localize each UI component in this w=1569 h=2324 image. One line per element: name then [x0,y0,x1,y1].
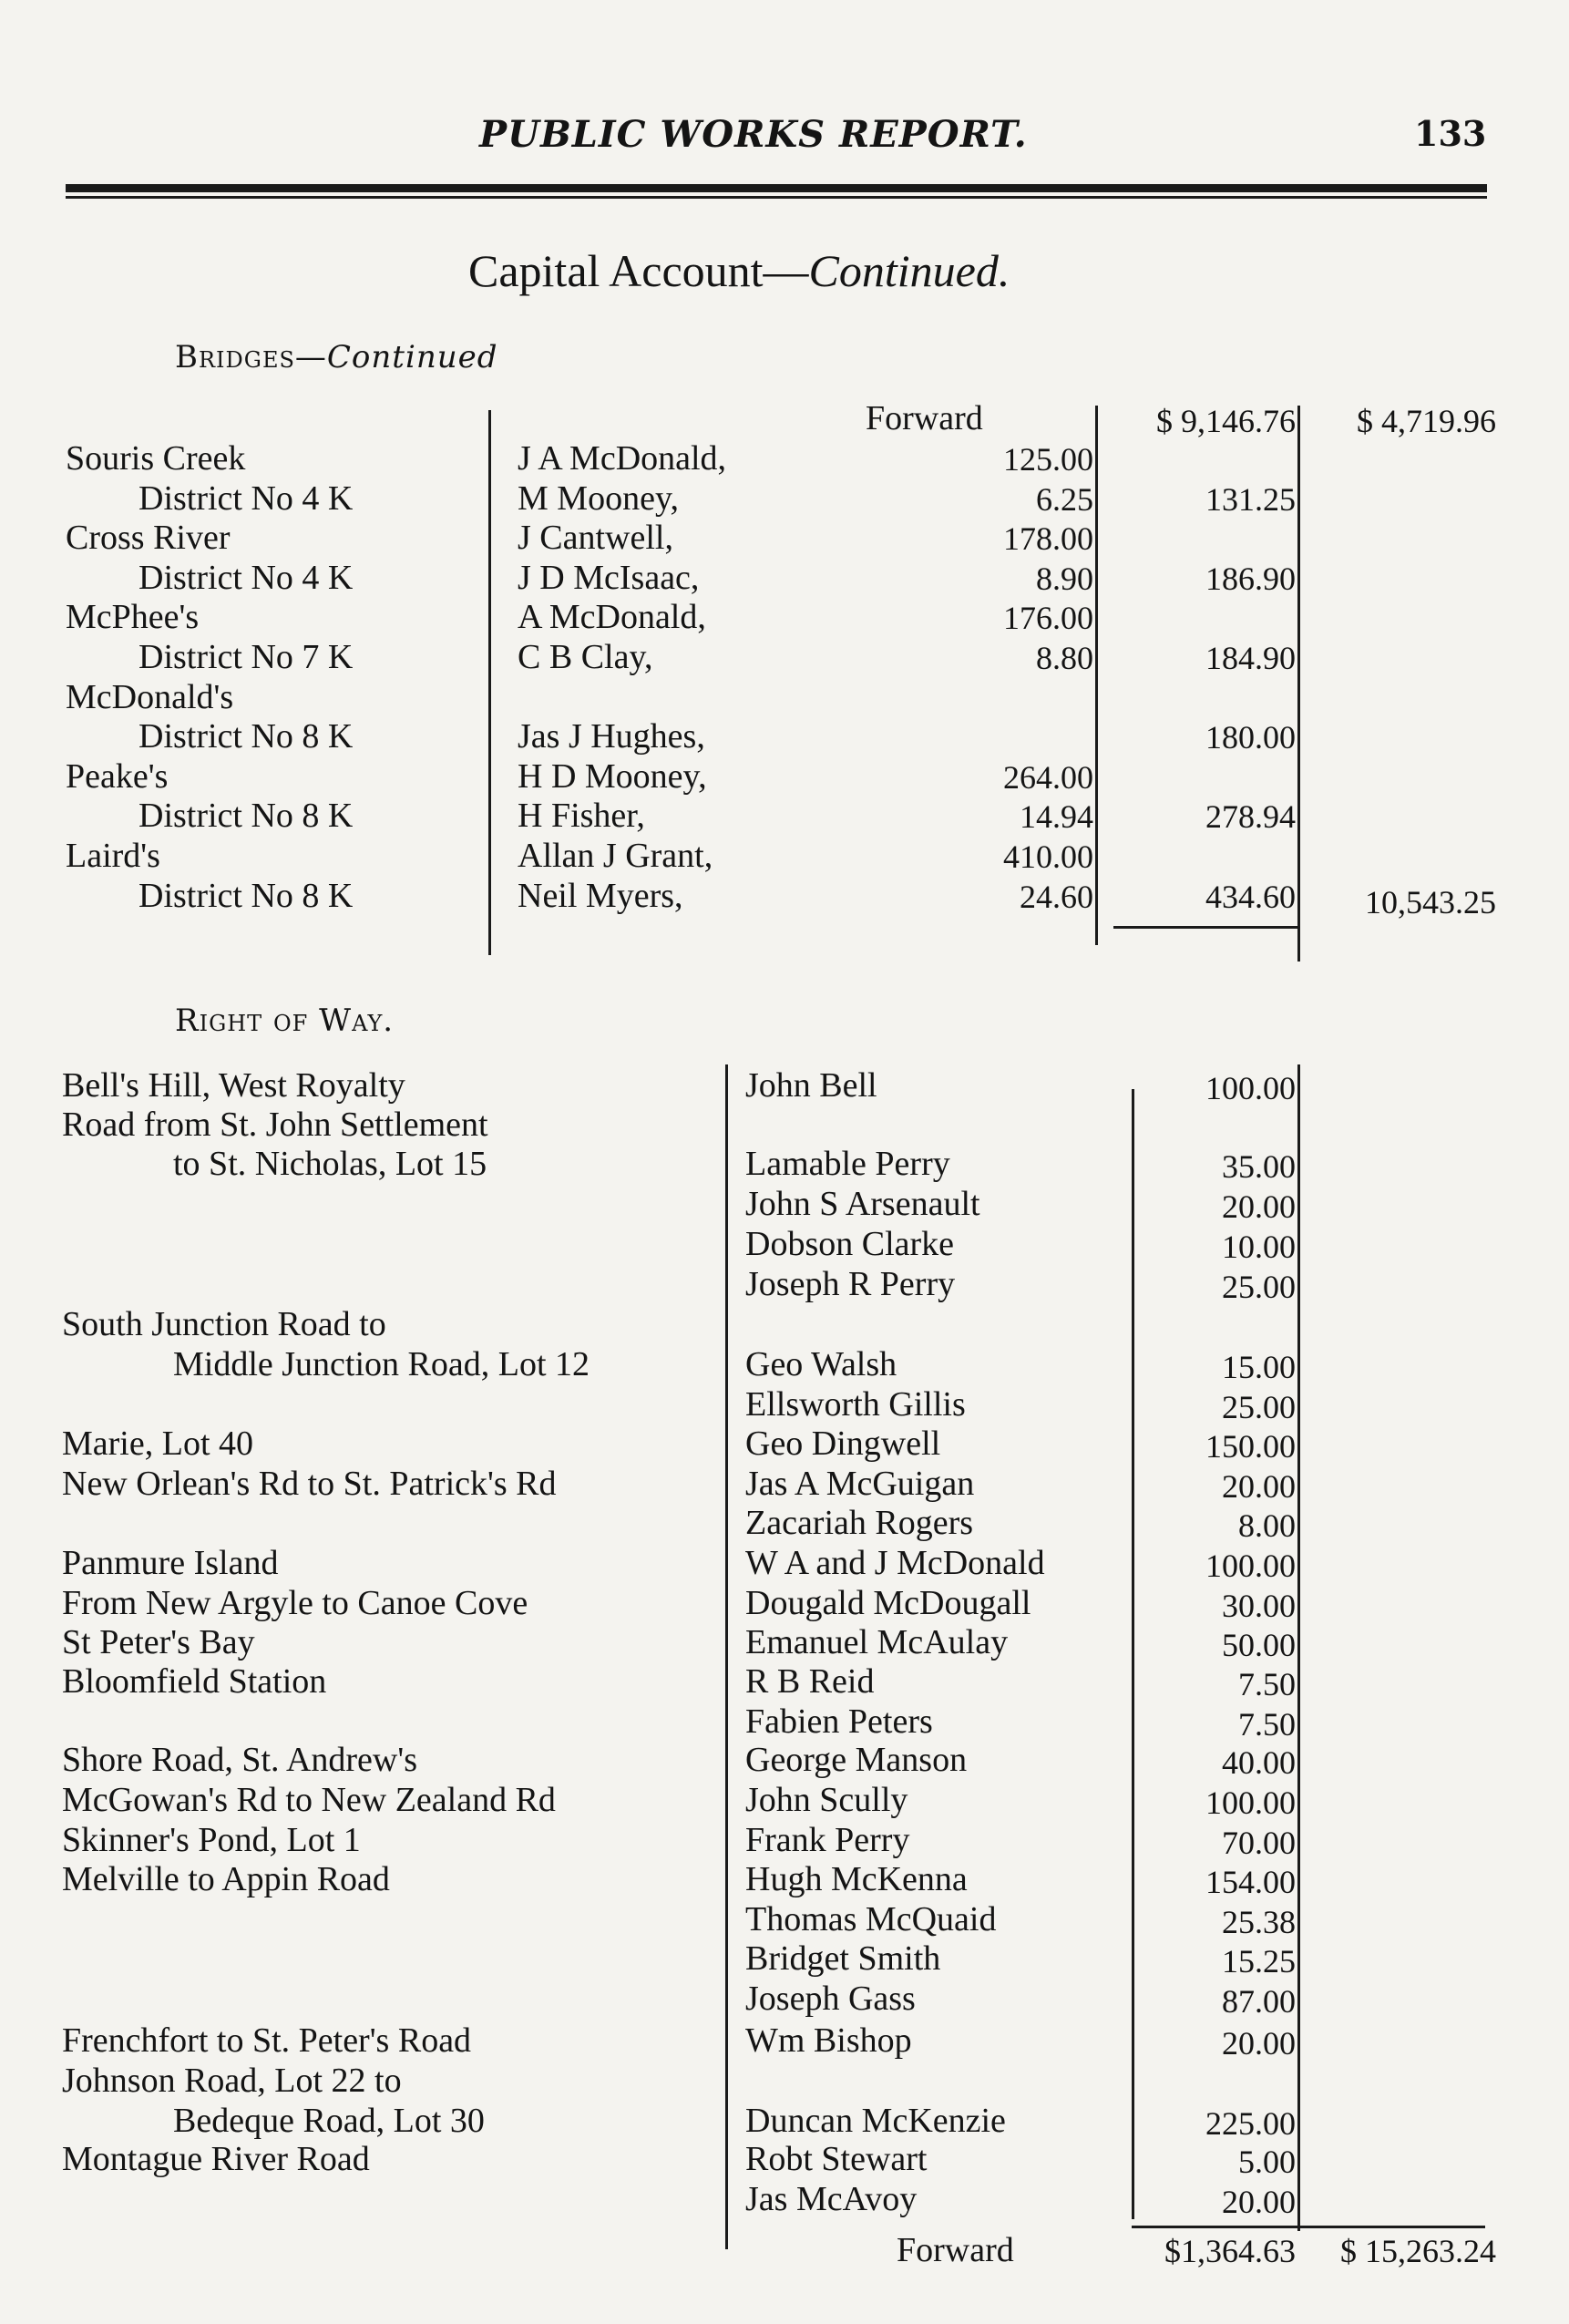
bridge-amount: 6.25 [1036,481,1093,518]
bridge-place: Cross River [66,519,231,557]
page-number: 133 [1414,113,1487,154]
bridge-amount: 410.00 [1003,838,1093,875]
bridge-subtotal: 278.94 [1205,798,1296,835]
row-payee: John Bell [745,1066,877,1105]
row-place: Road from St. John Settlement [62,1105,488,1144]
row-place: Shore Road, St. Andrew's [62,1741,418,1779]
row-payee: Dobson Clarke [745,1225,955,1263]
row-place: Bell's Hill, West Royalty [62,1066,405,1105]
bridge-place: District No 8 K [138,877,354,915]
row-rule-names [725,1064,728,2249]
row-amount: 8.00 [1238,1507,1296,1544]
row-payee: Lamable Perry [745,1145,950,1183]
row-payee: Thomas McQuaid [745,1900,997,1938]
row-amount: 30.00 [1222,1588,1296,1624]
row-payee: Ellsworth Gillis [745,1385,966,1424]
row-payee: Bridget Smith [745,1939,941,1978]
row-payee: Zacariah Rogers [745,1504,974,1542]
row-payee: Dougald McDougall [745,1584,1031,1622]
row-amount: 20.00 [1222,1468,1296,1505]
row-rule-amounts-left [1132,1089,1134,2219]
row-payee: Robt Stewart [745,2140,928,2178]
bridge-subtotal: 184.90 [1205,640,1296,676]
bridge-contractor: J A McDonald, [518,439,727,478]
row-forward-rule [1132,2226,1485,2228]
row-forward-label: Forward [897,2231,1014,2269]
row-amount: 100.00 [1205,1548,1296,1584]
row-place: Middle Junction Road, Lot 12 [173,1345,590,1383]
right-of-way-heading: Right of Way. [175,1003,395,1039]
bridge-place: McDonald's [66,678,234,716]
row-payee: R B Reid [745,1662,875,1701]
row-amount: 15.00 [1222,1349,1296,1385]
row-forward-col1: $1,364.63 [1164,2233,1296,2269]
row-amount: 225.00 [1205,2105,1296,2142]
row-amount: 5.00 [1238,2144,1296,2180]
bridge-place: Souris Creek [66,439,246,478]
bridge-subtotal: 131.25 [1205,481,1296,518]
row-payee: John S Arsenault [745,1185,980,1223]
row-payee: Duncan McKenzie [745,2102,1006,2140]
row-amount: 25.00 [1222,1269,1296,1305]
row-amount: 25.00 [1222,1389,1296,1425]
bridge-place: Laird's [66,837,160,875]
bridge-subtotal: 434.60 [1205,879,1296,915]
row-amount: 20.00 [1222,2025,1296,2062]
row-amount: 100.00 [1205,1784,1296,1821]
row-place: Johnson Road, Lot 22 to [62,2062,402,2100]
row-place: St Peter's Bay [62,1623,255,1661]
bridge-contractor: Neil Myers, [518,877,683,915]
row-payee: George Manson [745,1741,968,1779]
row-amount: 10.00 [1222,1229,1296,1265]
row-place: Skinner's Pond, Lot 1 [62,1821,361,1859]
bridge-subtotal: 180.00 [1205,719,1296,756]
row-place: McGowan's Rd to New Zealand Rd [62,1781,556,1819]
row-amount: 20.00 [1222,1188,1296,1225]
row-payee: Geo Dingwell [745,1424,941,1463]
row-place: Frenchfort to St. Peter's Road [62,2021,472,2060]
row-amount: 7.50 [1238,1706,1296,1743]
row-amount: 154.00 [1205,1864,1296,1900]
row-payee: Joseph R Perry [745,1265,956,1303]
bridge-amount: 264.00 [1003,759,1093,796]
bridge-amount: 8.90 [1036,560,1093,597]
bridge-place: District No 8 K [138,797,354,835]
bridges-forward-label: Forward [866,399,983,437]
bridge-place: District No 8 K [138,717,354,756]
bridge-contractor: M Mooney, [518,479,679,518]
row-amount: 50.00 [1222,1627,1296,1663]
row-rule-amounts-right [1297,1064,1300,2231]
row-payee: W A and J McDonald [745,1544,1045,1582]
row-payee: John Scully [745,1781,908,1819]
bridge-place: District No 4 K [138,479,354,518]
row-amount: 100.00 [1205,1070,1296,1106]
row-place: New Orlean's Rd to St. Patrick's Rd [62,1465,557,1503]
row-amount: 87.00 [1222,1983,1296,2020]
row-place: Panmure Island [62,1544,279,1582]
row-place: Marie, Lot 40 [62,1424,254,1463]
bridge-amount: 8.80 [1036,640,1093,676]
bridges-rule-names [488,410,491,955]
bridges-rule-amounts [1095,406,1098,945]
bridge-contractor: A McDonald, [518,598,706,636]
running-header-title: PUBLIC WORKS REPORT. [479,113,1028,156]
bridge-amount: 125.00 [1003,441,1093,478]
bridges-forward-col1: $ 9,146.76 [1156,403,1296,439]
row-place: From New Argyle to Canoe Cove [62,1584,528,1622]
header-rule [66,184,1487,192]
bridge-contractor: J Cantwell, [518,519,673,557]
bridge-contractor: Jas J Hughes, [518,717,705,756]
row-payee: Emanuel McAulay [745,1623,1009,1661]
row-amount: 40.00 [1222,1744,1296,1781]
row-payee: Jas McAvoy [745,2180,918,2218]
row-amount: 25.38 [1222,1904,1296,1940]
bridge-amount: 178.00 [1003,520,1093,557]
row-payee: Fabien Peters [745,1702,933,1741]
row-place: Montague River Road [62,2140,370,2178]
bridge-place: Peake's [66,757,169,796]
bridge-amount: 176.00 [1003,600,1093,636]
bridge-place: District No 7 K [138,638,354,676]
bridge-contractor: C B Clay, [518,638,653,676]
row-place: Melville to Appin Road [62,1860,390,1898]
row-amount: 7.50 [1238,1666,1296,1702]
bridge-contractor: J D McIsaac, [518,559,700,597]
bridge-contractor: H D Mooney, [518,757,707,796]
section-title: Capital Account—Continued. [468,245,1010,296]
row-payee: Wm Bishop [745,2021,912,2060]
row-place: to St. Nicholas, Lot 15 [173,1145,487,1183]
row-payee: Frank Perry [745,1821,910,1859]
row-amount: 15.25 [1222,1943,1296,1980]
row-payee: Geo Walsh [745,1345,897,1383]
row-amount: 150.00 [1205,1428,1296,1465]
bridges-total-rule [1113,926,1297,929]
row-place: South Junction Road to [62,1305,386,1343]
row-place: Bedeque Road, Lot 30 [173,2102,485,2140]
row-payee: Jas A McGuigan [745,1465,975,1503]
row-amount: 70.00 [1222,1825,1296,1861]
bridge-amount: 14.94 [1020,798,1093,835]
row-payee: Joseph Gass [745,1980,916,2018]
row-amount: 35.00 [1222,1148,1296,1185]
row-payee: Hugh McKenna [745,1860,968,1898]
bridge-place: District No 4 K [138,559,354,597]
row-amount: 20.00 [1222,2184,1296,2220]
row-forward-col2: $ 15,263.24 [1340,2233,1496,2269]
bridges-forward-col2: $ 4,719.96 [1357,403,1496,439]
bridge-place: McPhee's [66,598,200,636]
bridge-contractor: Allan J Grant, [518,837,713,875]
bridges-rule-subtotals [1297,406,1300,961]
bridge-amount: 24.60 [1020,879,1093,915]
bridges-total: 10,543.25 [1365,884,1496,920]
bridge-subtotal: 186.90 [1205,560,1296,597]
bridges-heading: Bridges—Continued [175,339,498,375]
row-place: Bloomfield Station [62,1662,327,1701]
header-rule-thin [66,196,1487,199]
bridge-contractor: H Fisher, [518,797,645,835]
